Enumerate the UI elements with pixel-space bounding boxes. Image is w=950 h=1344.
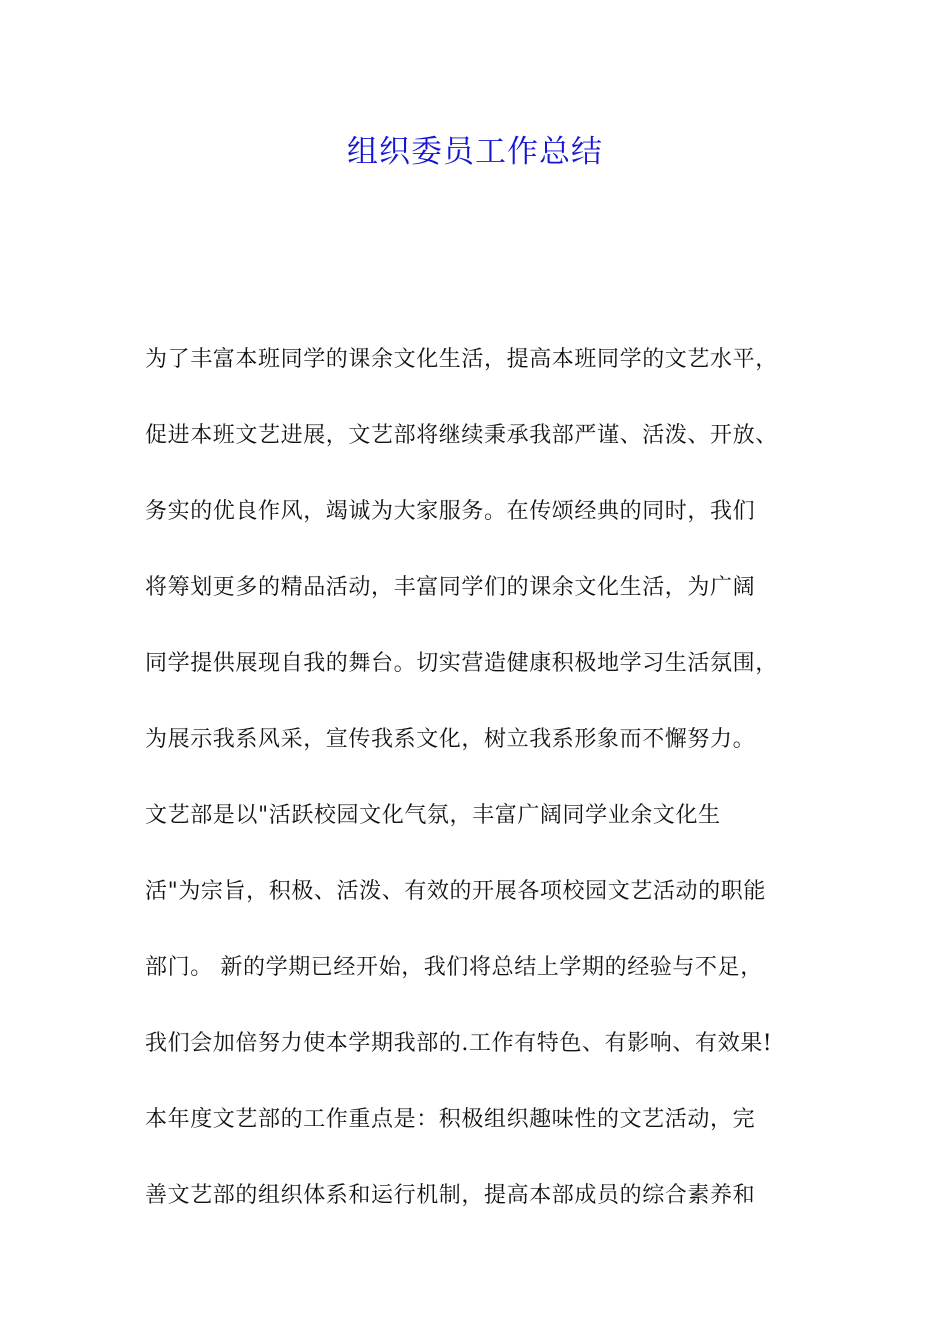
body-line: 文艺部是以"活跃校园文化气氛，丰富广阔同学业余文化生 — [145, 803, 721, 828]
body-line: 活"为宗旨，积极、活泼、有效的开展各项校园文艺活动的职能 — [145, 879, 766, 904]
body-line: 务实的优良作风，竭诚为大家服务。在传颂经典的同时，我们 — [145, 499, 756, 524]
body-line: 促进本班文艺进展，文艺部将继续秉承我部严谨、活泼、开放、 — [145, 423, 778, 448]
body-line: 将筹划更多的精品活动，丰富同学们的课余文化生活，为广阔 — [145, 575, 756, 600]
body-line: 本年度文艺部的工作重点是：积极组织趣味性的文艺活动，完 — [145, 1107, 756, 1132]
body-line: 我们会加倍努力使本学期我部的.工作有特色、有影响、有效果! — [145, 1031, 773, 1056]
body-line: 同学提供展现自我的舞台。切实营造健康积极地学习生活氛围， — [145, 651, 778, 676]
body-line: 为展示我系风采，宣传我系文化，树立我系形象而不懈努力。 — [145, 727, 756, 752]
body-line: 部门。 新的学期已经开始，我们将总结上学期的经验与不足， — [145, 955, 763, 980]
body-line: 善文艺部的组织体系和运行机制，提高本部成员的综合素养和 — [145, 1183, 756, 1208]
body-line: 为了丰富本班同学的课余文化生活，提高本班同学的文艺水平， — [145, 347, 778, 372]
document-title: 组织委员工作总结 — [347, 134, 603, 170]
document-body — [145, 335, 825, 1247]
